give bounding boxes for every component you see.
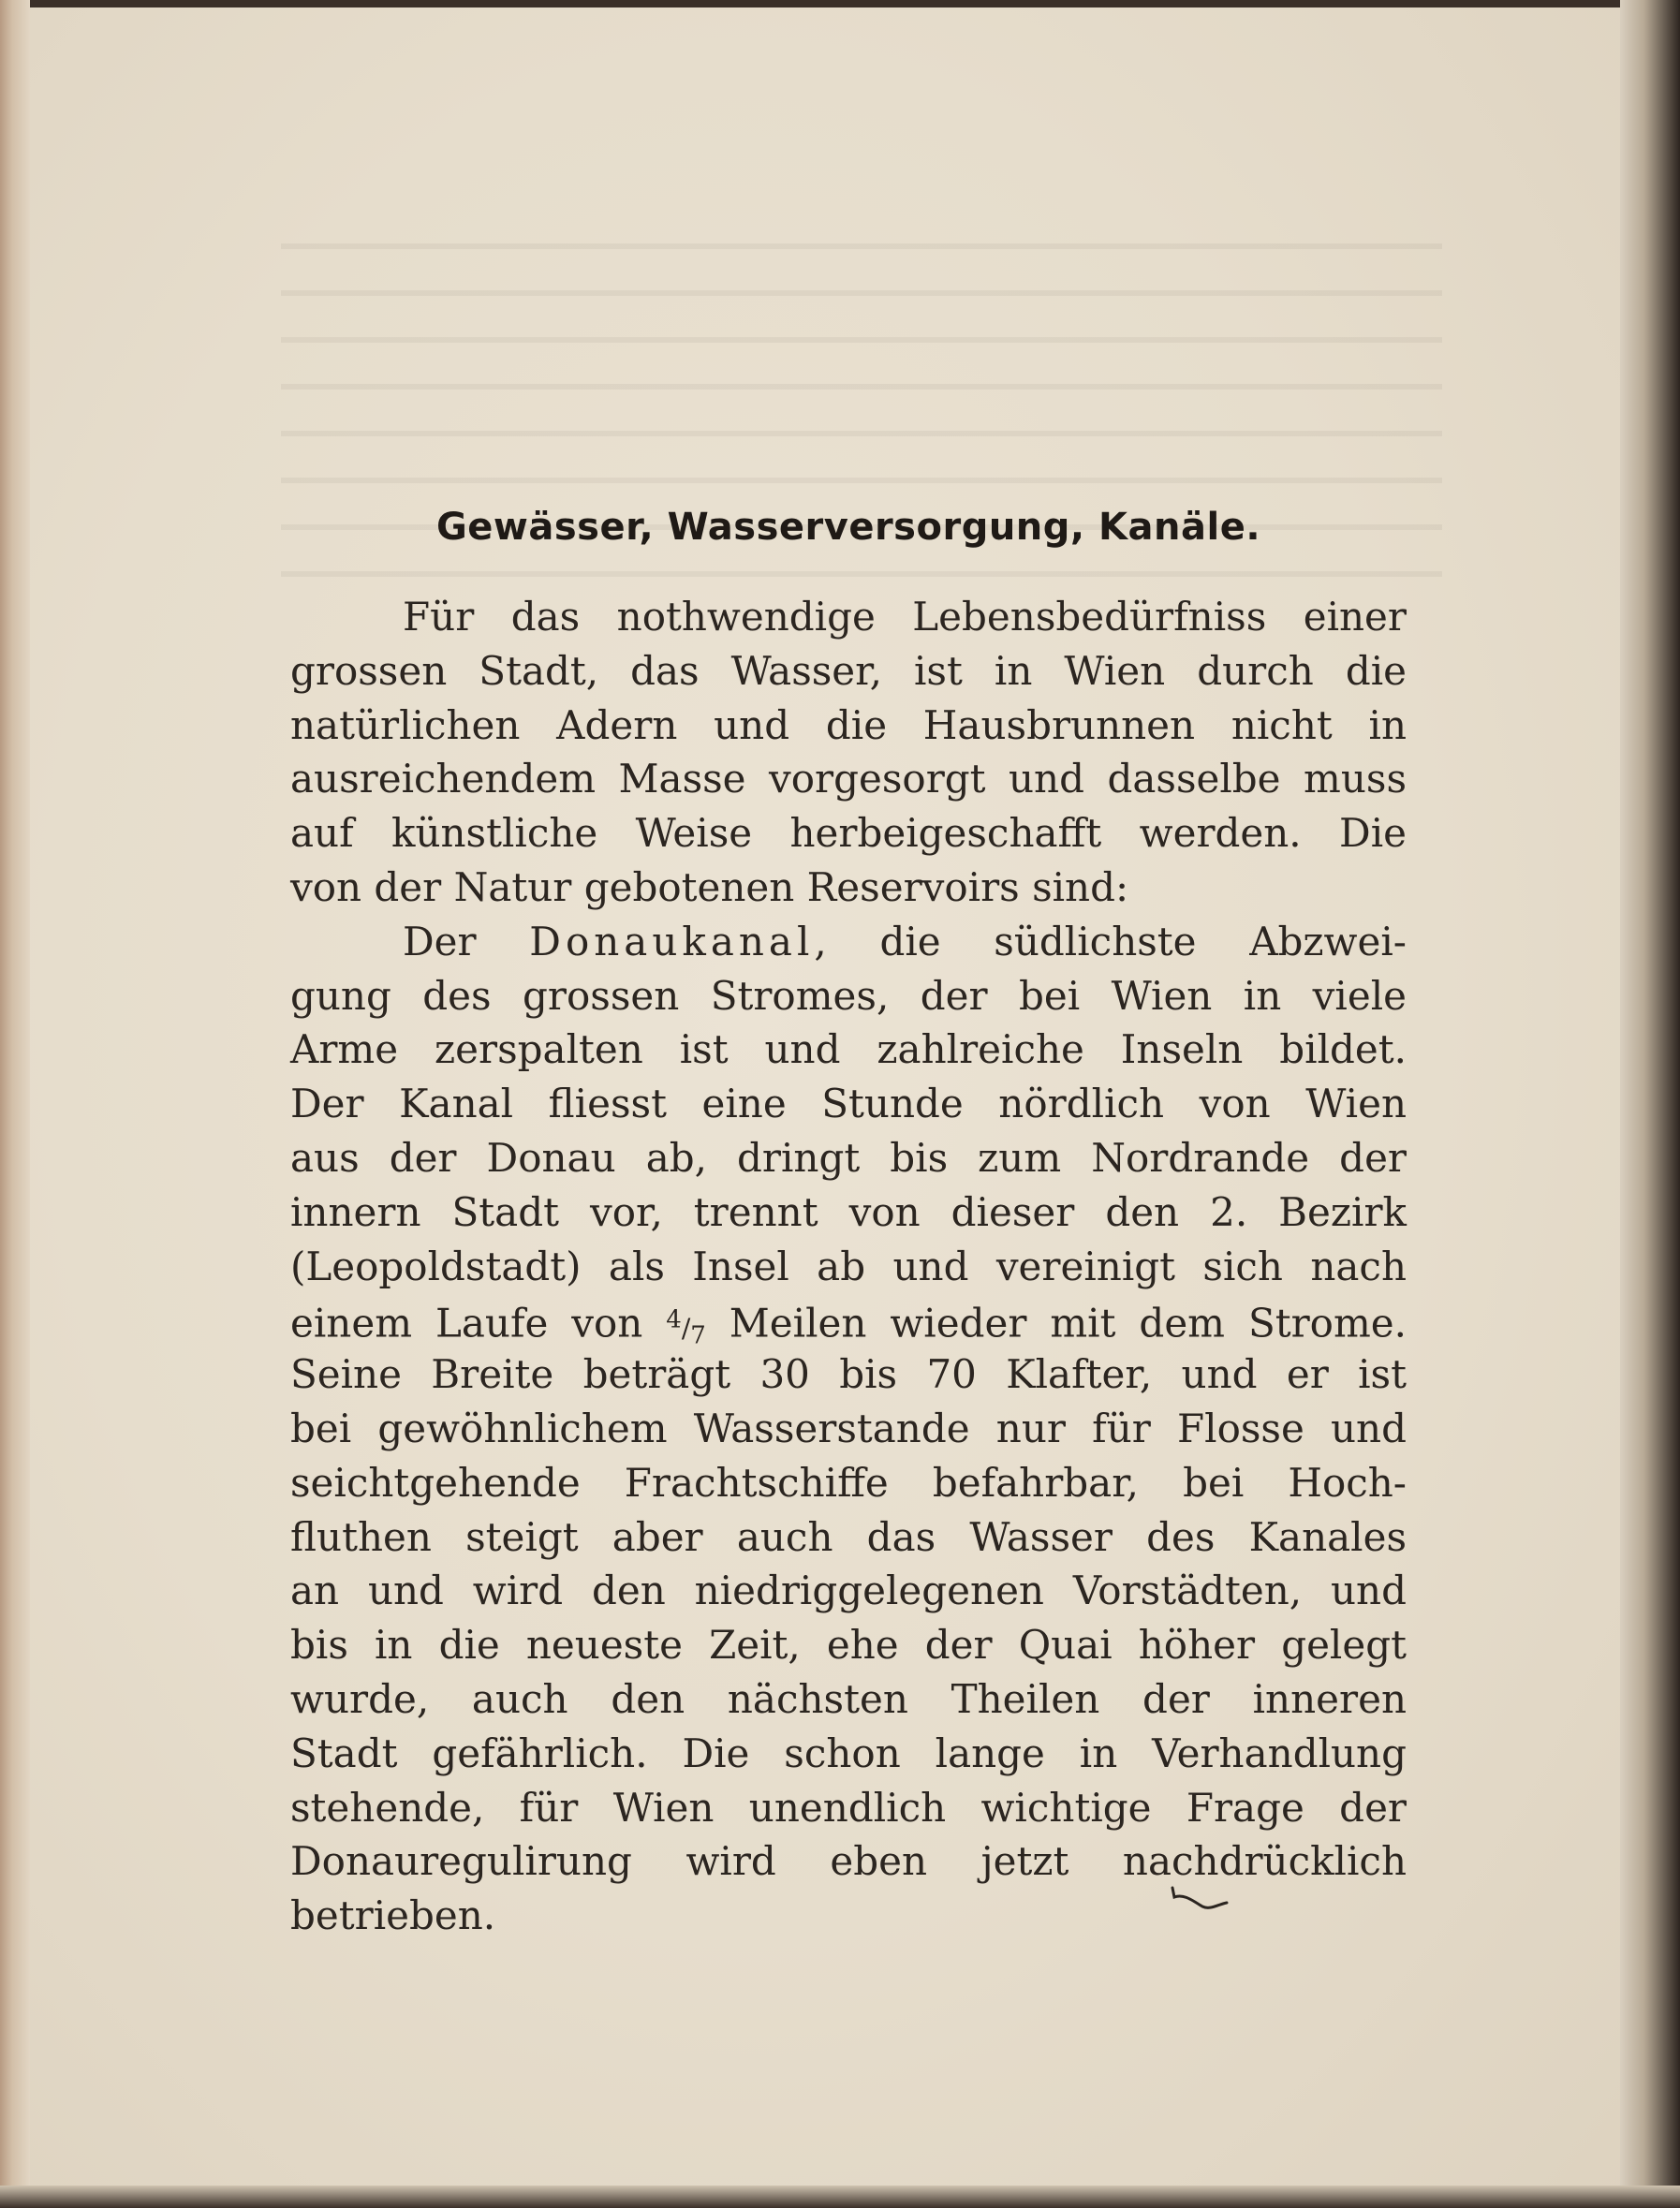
fraction-denominator: 7: [690, 1321, 706, 1350]
text-line: von der Natur gebotenen Reservoirs sind:: [290, 863, 1129, 910]
text-line: bis in die neueste Zeit, ehe der Quai höher gelegt: [290, 1622, 1407, 1669]
fraction: $^4/_7$: [666, 1305, 706, 1350]
emphasized-word: Donaukanal: [529, 918, 815, 964]
text-line: innern Stadt vor, trennt von dieser den 2. Bezirk: [290, 1188, 1407, 1235]
text-line: Arme zerspalten ist und zahlreiche Inseln bildet.: [290, 1026, 1407, 1073]
text-line: auf künstliche Weise herbeigeschafft werden. Die: [290, 810, 1407, 857]
text-line: Stadt gefährlich. Die schon lange in Verhandlung: [290, 1730, 1407, 1776]
text-line: fluthen steigt aber auch das Wasser des Kanales: [290, 1513, 1407, 1560]
book-bottom-edge: [0, 2186, 1680, 2208]
text-line: wurde, auch den nächsten Theilen der inneren: [290, 1675, 1407, 1722]
paragraph-2: [290, 915, 1407, 1943]
line-end: , die südlichste Abzwei-: [814, 918, 1407, 964]
line-start: Der: [403, 918, 477, 964]
section-heading: Gewässer, Wasserversorgung, Kanäle.: [435, 506, 1261, 549]
line-start: einem Laufe von: [290, 1300, 667, 1347]
paragraph-1: [290, 590, 1407, 915]
book-spine-edge: [0, 0, 30, 2208]
text-line: an und wird den niedriggelegenen Vorstädten, und: [290, 1568, 1407, 1614]
text-line: ausreichendem Masse vorgesorgt und dasselbe muss: [290, 756, 1407, 802]
text-line: bei gewöhnlichem Wasserstande nur für Flosse und: [290, 1405, 1407, 1451]
text-line: Der Kanal fliesst eine Stunde nördlich von Wien: [290, 1081, 1407, 1127]
text-block: [290, 506, 1407, 1943]
text-line: betrieben.: [290, 1892, 496, 1939]
text-line: aus der Donau ab, dringt bis zum Nordrande der: [290, 1134, 1407, 1181]
fraction-numerator: 4: [666, 1305, 682, 1334]
text-line: (Leopoldstadt) als Insel ab und vereinigt sich nach: [290, 1243, 1407, 1289]
book-cover-edge: [1620, 0, 1680, 2208]
text-line: Für das nothwendige Lebensbedürfniss einer: [403, 594, 1407, 640]
text-line: grossen Stadt, das Wasser, ist in Wien durch die: [290, 647, 1407, 694]
text-line: seichtgehende Frachtschiffe befahrbar, bei Hoch-: [290, 1459, 1407, 1506]
text-line: [290, 915, 1407, 969]
text-line: Donauregulirung wird eben jetzt nachdrücklich: [290, 1838, 1407, 1885]
text-line: stehende, für Wien unendlich wichtige Frage der: [290, 1784, 1407, 1831]
text-line: [290, 1293, 1407, 1350]
line-end: Meilen wieder mit dem Strome.: [705, 1300, 1407, 1347]
text-line: natürlichen Adern und die Hausbrunnen nicht in: [290, 701, 1407, 748]
handwritten-mark: [1169, 1882, 1234, 1916]
text-line: Seine Breite beträgt 30 bis 70 Klafter, und er ist: [290, 1351, 1407, 1398]
text-line: gung des grossen Stromes, der bei Wien in viele: [290, 972, 1407, 1019]
